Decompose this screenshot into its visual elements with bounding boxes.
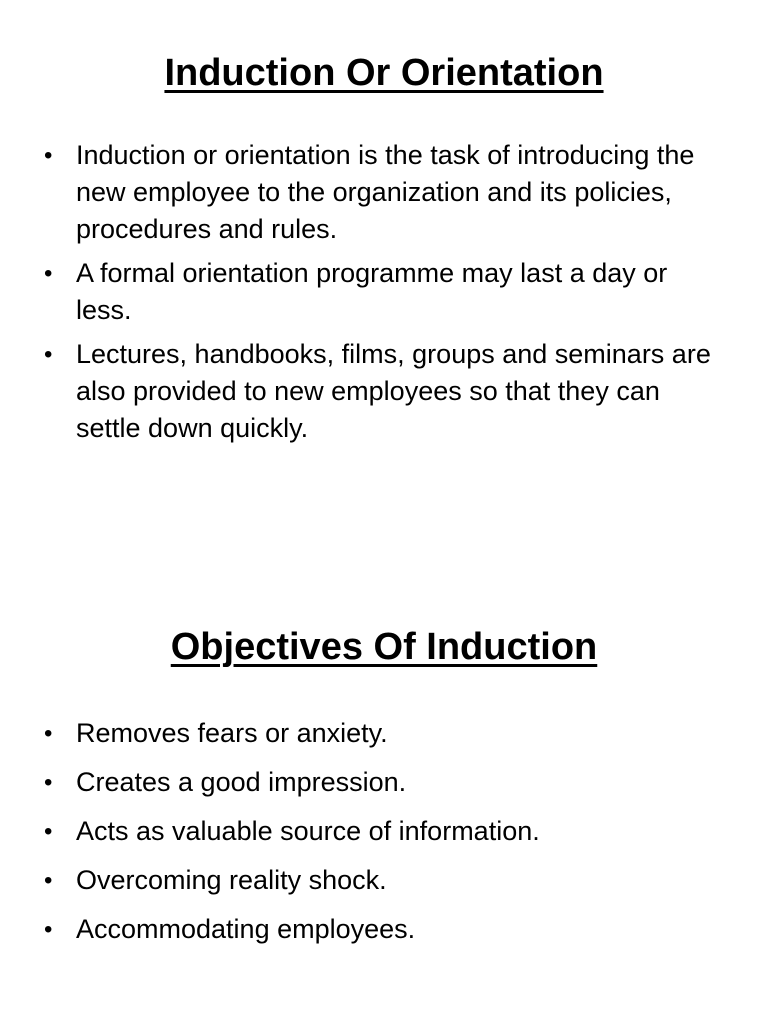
list-item [44, 715, 724, 752]
slide-title: Objectives Of Induction [170, 626, 598, 668]
list-item [44, 336, 724, 447]
list-item [44, 813, 724, 850]
bullet-text: Acts as valuable source of information. [76, 816, 540, 846]
bullet-text: Accommodating employees. [76, 914, 416, 944]
bullet-list [44, 715, 724, 960]
bullet-icon: • [44, 867, 53, 894]
list-item [44, 764, 724, 801]
bullet-text: Induction or orientation is the task of introducing the new employee to the organization and its policies, procedures and rules. [76, 140, 695, 244]
list-item [44, 137, 724, 248]
bullet-icon: • [44, 818, 53, 845]
list-item [44, 862, 724, 899]
list-item [44, 911, 724, 948]
bullet-list [44, 137, 724, 454]
list-item [44, 255, 724, 329]
bullet-icon: • [44, 916, 53, 943]
bullet-text: Removes fears or anxiety. [76, 718, 388, 748]
bullet-icon: • [44, 769, 53, 796]
bullet-icon: • [44, 720, 53, 747]
bullet-icon: • [44, 260, 53, 287]
bullet-icon: • [44, 142, 53, 169]
slide-objectives-of-induction [0, 600, 768, 1024]
bullet-text: A formal orientation programme may last a day or less. [76, 258, 668, 325]
bullet-text: Lectures, handbooks, films, groups and seminars are also provided to new employees so that they can settle down quickly. [76, 339, 711, 443]
bullet-text: Creates a good impression. [76, 767, 407, 797]
bullet-text: Overcoming reality shock. [76, 865, 387, 895]
bullet-icon: • [44, 341, 53, 368]
slide-title: Induction Or Orientation [164, 52, 604, 94]
